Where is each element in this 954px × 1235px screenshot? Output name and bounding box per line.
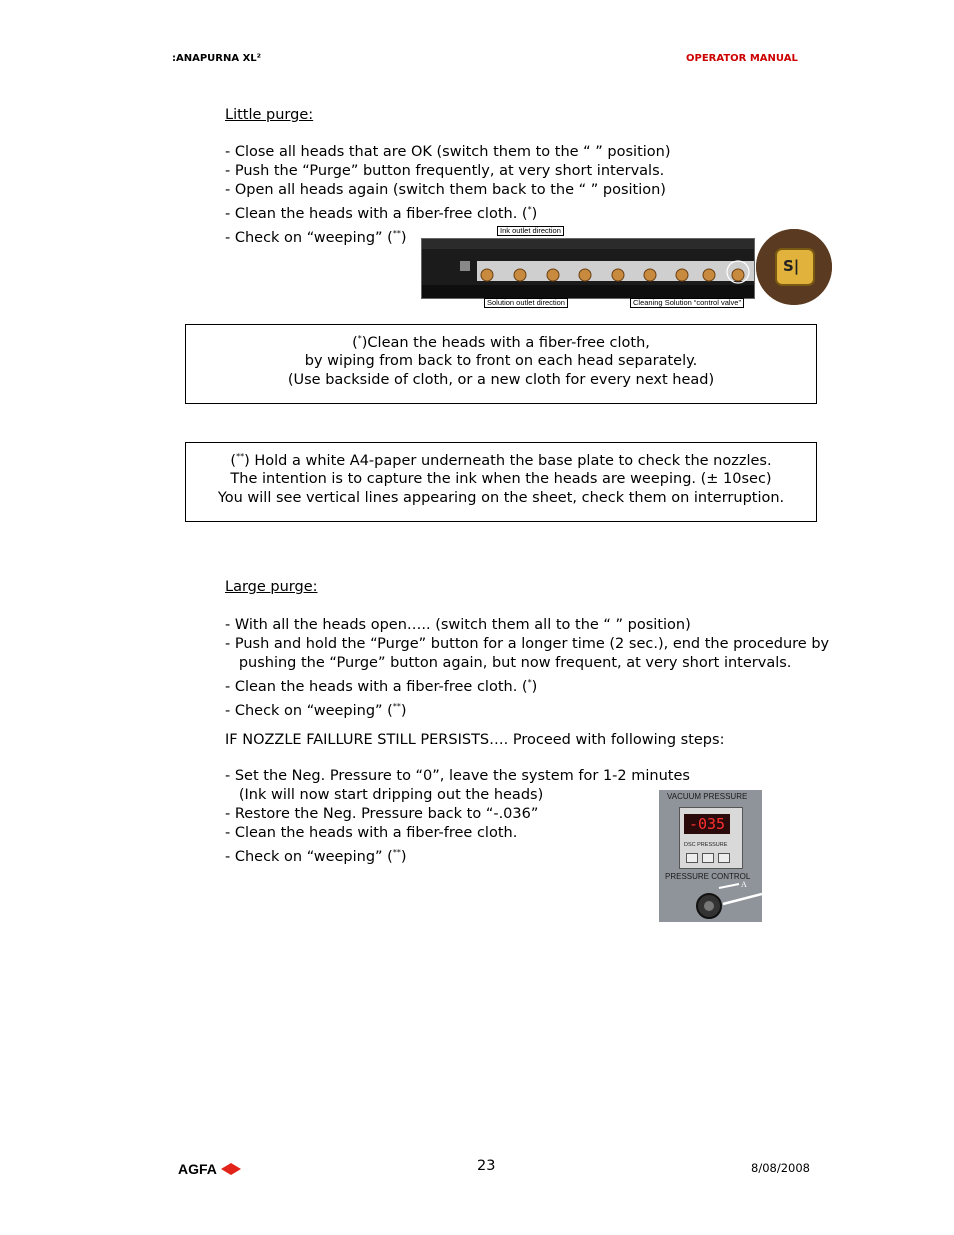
little-step-4: - Clean the heads with a fiber-free cloth. (*) <box>225 205 538 222</box>
large-step-5: - Check on “weeping” (**) <box>225 701 407 719</box>
note-paper-box <box>185 442 817 522</box>
large-step-1: - With all the heads open….. (switch them all to the “ ” position) <box>225 617 691 633</box>
vacuum-sub-label: DSC PRESSURE <box>684 842 728 848</box>
pressure-marker: A <box>741 880 747 889</box>
persist-step-2: (Ink will now start dripping out the heads) <box>225 787 544 803</box>
header-product: :ANAPURNA XL² <box>172 53 262 64</box>
label-ink-outlet: Ink outlet direction <box>497 226 564 236</box>
pressure-control-label: PRESSURE CONTROL <box>665 872 751 881</box>
page-date: 8/08/2008 <box>751 1161 810 1175</box>
vacuum-button-2 <box>702 853 714 863</box>
page-number: 23 <box>477 1158 496 1174</box>
note1-line-3: (Use backside of cloth, or a new cloth for every next head) <box>287 371 715 388</box>
agfa-logo <box>178 1161 242 1177</box>
large-step-2: - Push and hold the “Purge” button for a longer time (2 sec.), end the procedure by <box>225 636 830 652</box>
little-step-3: - Open all heads again (switch them back to the “ ” position) <box>225 182 666 198</box>
little-purge-title: Little purge: <box>225 107 314 123</box>
vacuum-button-3 <box>718 853 730 863</box>
label-solution-outlet: Solution outlet direction <box>484 298 568 308</box>
switch-closeup-photo <box>756 229 832 305</box>
vacuum-pressure-photo <box>659 790 762 922</box>
agfa-diamond-icon <box>220 1162 242 1176</box>
large-step-3: pushing the “Purge” button again, but now frequent, at very short intervals. <box>225 655 792 671</box>
note2-line-1: (**) Hold a white A4-paper underneath the base plate to check the nozzles. <box>230 452 772 469</box>
little-step-2: - Push the “Purge” button frequently, at very short intervals. <box>225 163 665 179</box>
little-step-5: - Check on “weeping” (**) <box>225 228 407 246</box>
large-purge-steps <box>225 616 829 721</box>
note1-line-2: by wiping from back to front on each head separately. <box>304 353 698 370</box>
note-cloth-box <box>185 324 817 404</box>
note2-line-2: The intention is to capture the ink when the heads are weeping. (± 10sec) <box>230 471 772 488</box>
vacuum-display: -035 <box>684 814 730 834</box>
persist-step-4: - Clean the heads with a fiber-free cloth. <box>225 825 518 841</box>
agfa-logo-text: AGFA <box>178 1161 217 1177</box>
little-step-1: - Close all heads that are OK (switch them to the “ ” position) <box>225 144 671 160</box>
vacuum-button-1 <box>686 853 698 863</box>
persist-steps <box>225 767 690 867</box>
print-heads-photo <box>421 238 755 299</box>
persist-step-1: - Set the Neg. Pressure to “0”, leave the system for 1-2 minutes <box>225 768 690 784</box>
little-purge-steps <box>225 143 671 248</box>
large-step-4: - Clean the heads with a fiber-free cloth. (*) <box>225 678 538 695</box>
label-cleaning-valve: Cleaning Solution “control valve” <box>630 298 744 308</box>
note1-line-1: (*)Clean the heads with a fiber-free cloth, <box>352 334 650 351</box>
large-purge-title: Large purge: <box>225 579 318 595</box>
persist-step-5: - Check on “weeping” (**) <box>225 848 407 865</box>
switch-label: S| <box>783 257 800 275</box>
persist-step-3: - Restore the Neg. Pressure back to “-.036” <box>225 806 539 822</box>
vacuum-title: VACUUM PRESSURE <box>667 792 748 801</box>
header-manual: OPERATOR MANUAL <box>686 53 798 64</box>
note2-line-3: You will see vertical lines appearing on the sheet, check them on interruption. <box>217 489 785 506</box>
persist-warning: IF NOZZLE FAILLURE STILL PERSISTS…. Proceed with following steps: <box>225 732 725 748</box>
